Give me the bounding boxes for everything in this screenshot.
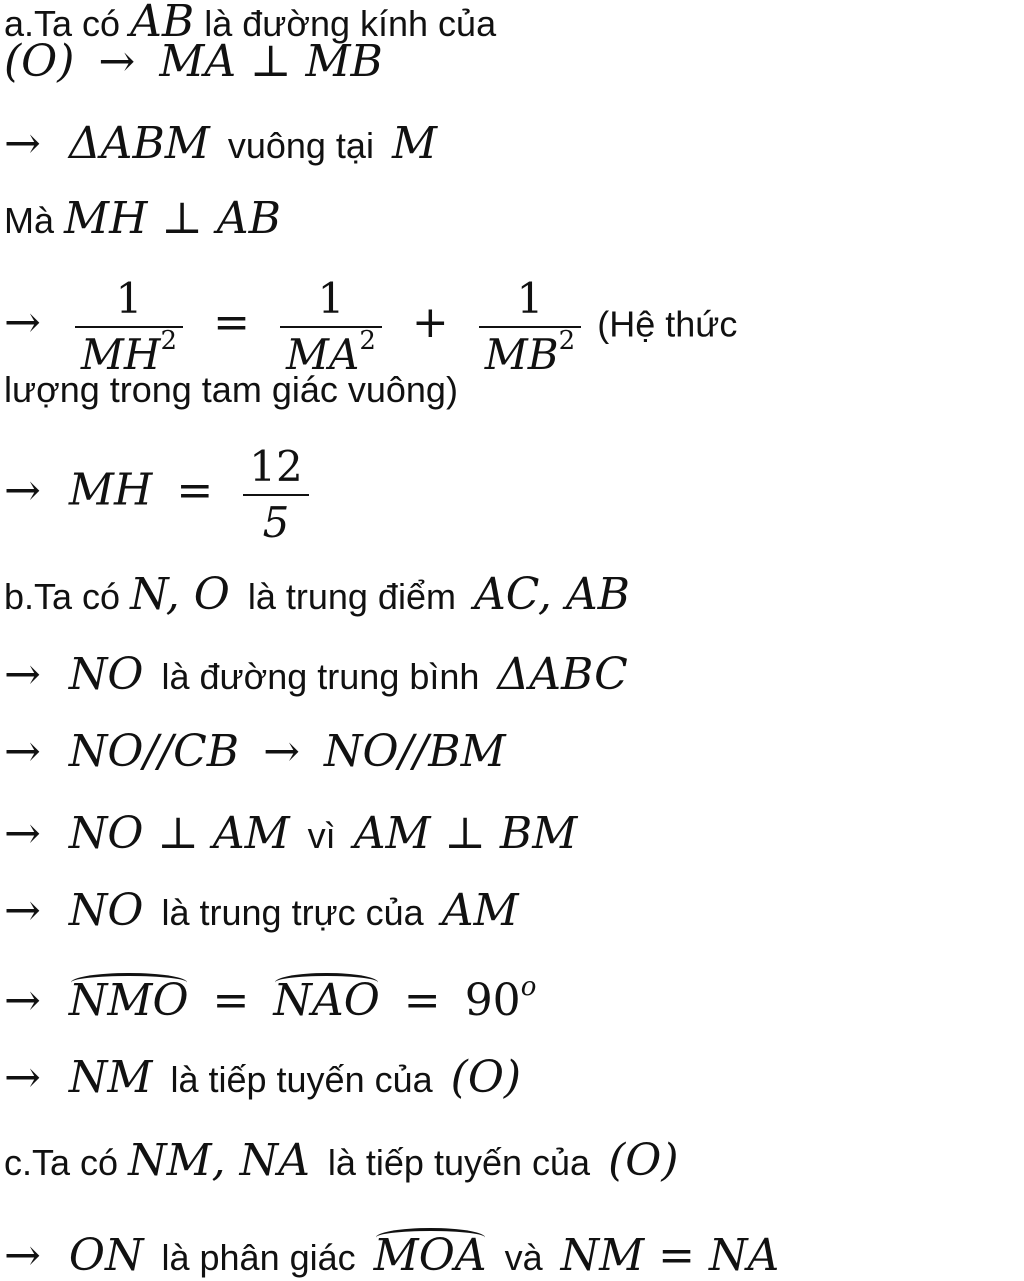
fraction bbox=[75, 272, 183, 382]
text: là tiếp tuyến của bbox=[327, 1142, 591, 1183]
numerator: 1 bbox=[516, 274, 544, 323]
line-b7 bbox=[4, 1052, 522, 1103]
math-circle-o: (O) bbox=[450, 1052, 522, 1103]
text: vuông tại bbox=[227, 125, 374, 166]
arrow-symbol: → bbox=[263, 726, 301, 777]
text: lượng trong tam giác vuông) bbox=[4, 369, 458, 410]
line-a4 bbox=[4, 193, 281, 244]
degree-symbol: o bbox=[520, 972, 537, 1002]
den-text: MA bbox=[285, 330, 360, 379]
line-a7 bbox=[4, 440, 315, 550]
math-circle-o: (O) bbox=[608, 1135, 679, 1186]
text: (Hệ thức bbox=[597, 303, 738, 345]
math-m: M bbox=[391, 118, 438, 169]
exponent: 2 bbox=[558, 326, 576, 356]
arrow-symbol: → bbox=[98, 36, 136, 87]
line-b1 bbox=[4, 569, 630, 620]
arrow-symbol: → bbox=[4, 885, 41, 936]
equals-symbol: = bbox=[213, 296, 250, 348]
math-perpendicular: MA ⊥ MB bbox=[159, 36, 383, 87]
text: vì bbox=[307, 815, 336, 856]
math-points: N, O bbox=[130, 569, 230, 620]
math-tangents: NM, NA bbox=[128, 1135, 310, 1186]
arrow-symbol: → bbox=[4, 726, 41, 777]
math-no: NO bbox=[68, 885, 144, 936]
numerator: 1 bbox=[115, 274, 143, 323]
math-no: NO bbox=[68, 649, 144, 700]
line-c1 bbox=[4, 1135, 679, 1186]
angle-moa: MOA bbox=[373, 1230, 487, 1281]
arrow-symbol: → bbox=[4, 1052, 41, 1103]
math-circle-o: (O) bbox=[4, 36, 75, 87]
arrow-symbol: → bbox=[4, 808, 41, 859]
equals-symbol: = bbox=[212, 975, 250, 1026]
math-perpendicular: AM ⊥ BM bbox=[353, 808, 578, 859]
math-perpendicular: NO ⊥ AM bbox=[68, 808, 290, 859]
equals-symbol: = bbox=[176, 464, 214, 516]
line-b2 bbox=[4, 649, 628, 700]
math-mh: MH bbox=[68, 464, 153, 516]
math-parallel: NO//CB bbox=[68, 726, 240, 777]
text: là trung điểm bbox=[247, 576, 456, 617]
exponent: 2 bbox=[359, 326, 376, 356]
line-c2 bbox=[4, 1230, 780, 1281]
math-nm: NM bbox=[68, 1052, 153, 1103]
line-b5 bbox=[4, 885, 519, 936]
math-on: ON bbox=[68, 1230, 144, 1281]
denominator: 5 bbox=[262, 498, 290, 547]
equals-symbol: = bbox=[403, 975, 441, 1026]
numerator: 1 bbox=[317, 274, 345, 323]
text: c.Ta có bbox=[4, 1142, 119, 1183]
math-ab: AB bbox=[130, 0, 195, 47]
fraction bbox=[479, 272, 581, 382]
text: là phân giác bbox=[161, 1237, 356, 1278]
numerator: 12 bbox=[249, 442, 303, 491]
line-a3 bbox=[4, 118, 438, 169]
arrow-symbol: → bbox=[4, 649, 41, 700]
degree-number: 90 bbox=[464, 975, 521, 1026]
text: và bbox=[504, 1237, 543, 1278]
den-text: MH bbox=[80, 330, 161, 379]
math-am: AM bbox=[441, 885, 519, 936]
arrow-symbol: → bbox=[4, 464, 41, 516]
math-equal-segments: NM = NA bbox=[560, 1230, 780, 1281]
arrow-symbol: → bbox=[4, 1230, 41, 1281]
text: là tiếp tuyến của bbox=[170, 1059, 433, 1100]
math-perpendicular: MH ⊥ AB bbox=[64, 193, 281, 244]
fraction bbox=[280, 272, 382, 382]
line-b4 bbox=[4, 808, 578, 859]
exponent: 2 bbox=[160, 326, 178, 356]
den-text: MB bbox=[484, 330, 559, 379]
fraction bbox=[243, 440, 308, 550]
line-b3 bbox=[4, 726, 506, 777]
text: Mà bbox=[4, 200, 55, 241]
math-parallel: NO//BM bbox=[324, 726, 506, 777]
text: là đường kính của bbox=[204, 3, 497, 44]
math-segments: AC, AB bbox=[473, 569, 630, 620]
plus-symbol: + bbox=[411, 296, 449, 348]
arrow-symbol: → bbox=[4, 296, 41, 348]
angle-nao: NAO bbox=[273, 975, 380, 1026]
text: là đường trung bình bbox=[161, 656, 480, 697]
math-triangle: ΔABM bbox=[68, 118, 210, 169]
degree-value bbox=[464, 972, 537, 1026]
text: b.Ta có bbox=[4, 576, 121, 617]
arrow-symbol: → bbox=[4, 118, 41, 169]
line-b6 bbox=[4, 972, 537, 1026]
line-a6 bbox=[4, 368, 458, 412]
text: a.Ta có bbox=[4, 3, 121, 44]
angle-nmo: NMO bbox=[68, 975, 189, 1026]
text: là trung trực của bbox=[161, 892, 424, 933]
line-a5 bbox=[4, 272, 737, 382]
arrow-symbol: → bbox=[4, 975, 41, 1026]
denominator bbox=[479, 328, 581, 382]
line-a2 bbox=[4, 36, 383, 87]
math-triangle: ΔABC bbox=[497, 649, 628, 700]
